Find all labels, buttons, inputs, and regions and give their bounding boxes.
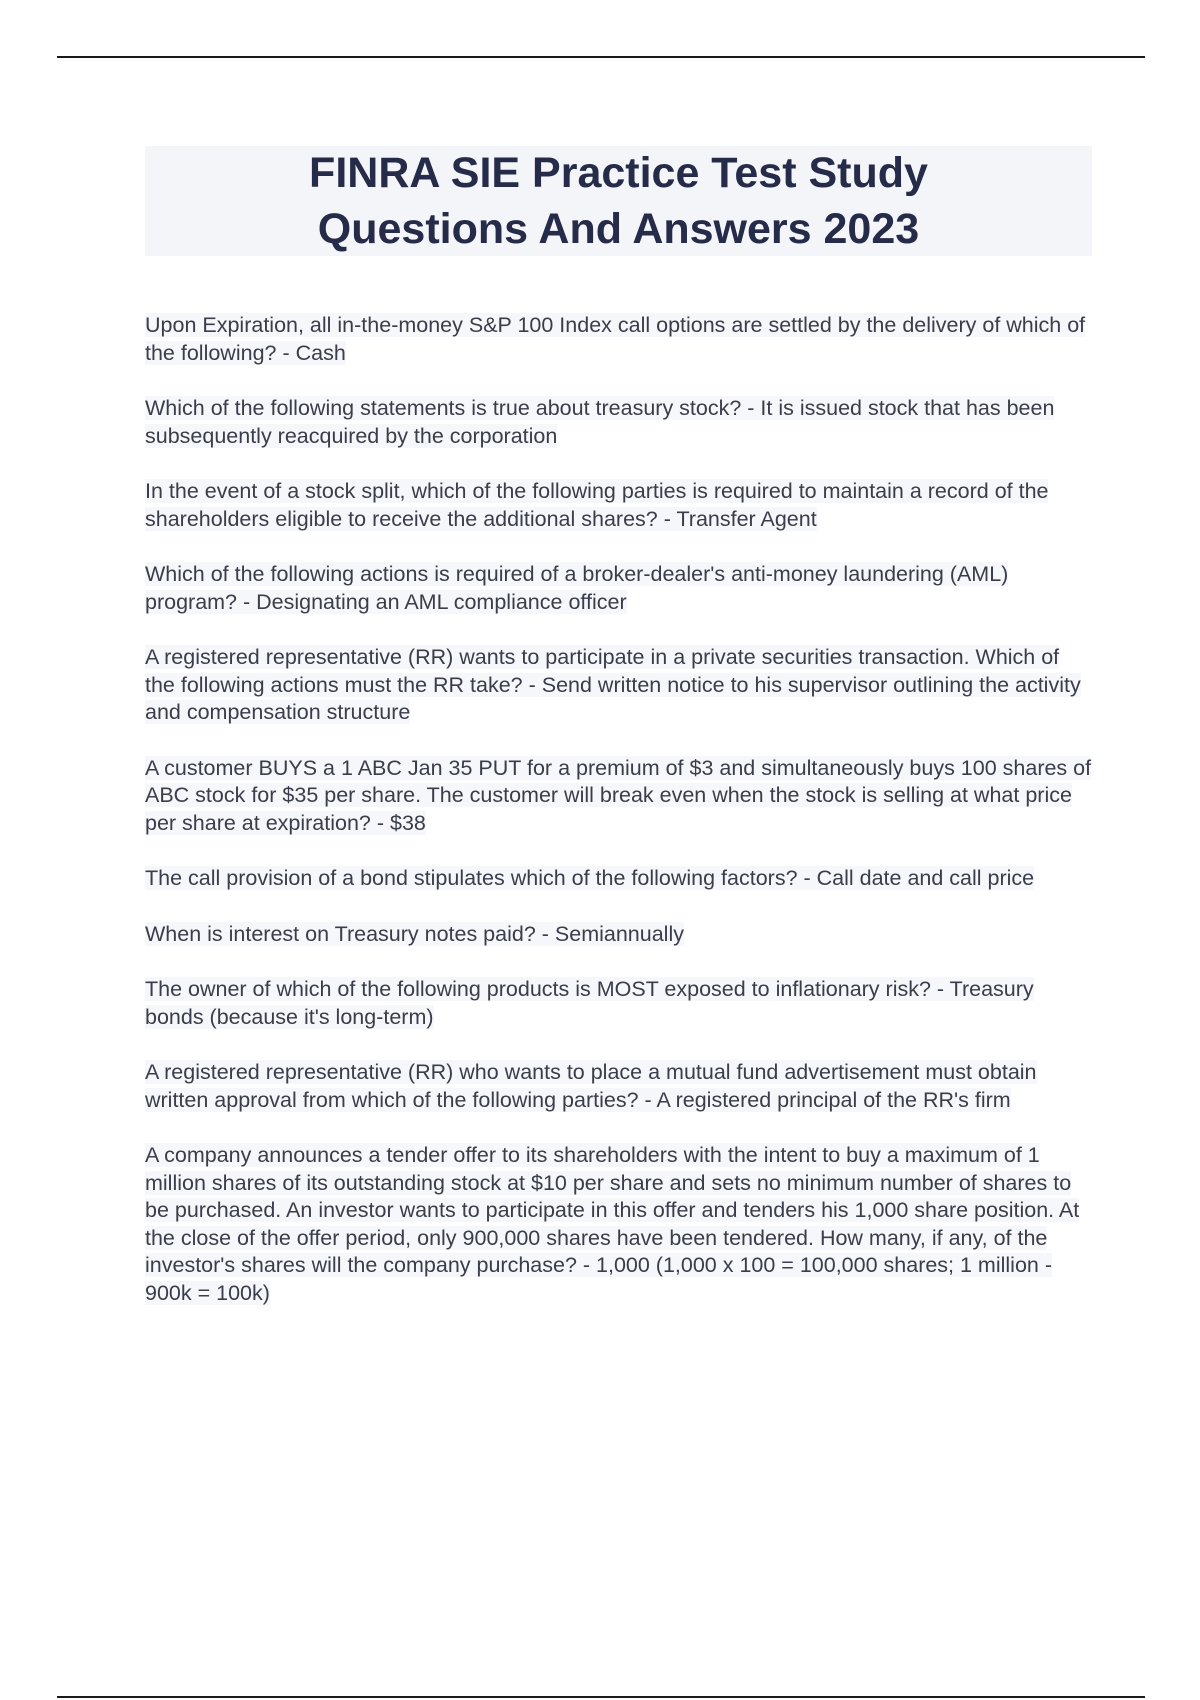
document-title	[309, 145, 928, 257]
qa-item	[145, 312, 1095, 367]
qa-text: Which of the following statements is true about treasury stock? - It is issued stock that has been subsequently reacquired by the corporation	[145, 396, 1055, 448]
qa-item	[145, 395, 1095, 450]
qa-text: A company announces a tender offer to its shareholders with the intent to buy a maximum of 1 million shares of its outstanding stock at $10 per share and sets no minimum number of shares to be purchased. An investor wants to participate in this offer and tenders his 1,000 share position. At the close of the offer period, only 900,000 shares have been tendered. How many, if any, of the investor's shares will the company purchase? - 1,000 (1,000 x 100 = 100,000 shares; 1 million - 900k = 100k)	[145, 1143, 1080, 1305]
qa-item	[145, 1059, 1095, 1114]
qa-item	[145, 1142, 1095, 1307]
qa-item	[145, 644, 1095, 727]
title-banner	[145, 146, 1092, 256]
qa-text: Which of the following actions is required of a broker-dealer's anti-money laundering (AML) program? - Designating an AML compliance officer	[145, 562, 1009, 614]
qa-list	[145, 312, 1095, 1335]
title-line-1: FINRA SIE Practice Test Study	[309, 149, 928, 197]
qa-item	[145, 561, 1095, 616]
qa-item	[145, 976, 1095, 1031]
qa-item	[145, 755, 1095, 838]
qa-text: The call provision of a bond stipulates which of the following factors? - Call date and call price	[145, 866, 1035, 890]
qa-text: A customer BUYS a 1 ABC Jan 35 PUT for a premium of $3 and simultaneously buys 100 shares of ABC stock for $35 per share. The customer will break even when the stock is selling at what price per share at expiration? - $38	[145, 755, 1092, 835]
top-divider	[57, 56, 1145, 58]
bottom-divider	[57, 1696, 1145, 1698]
qa-text: A registered representative (RR) who wants to place a mutual fund advertisement must obtain written approval from which of the following parties? - A registered principal of the RR's firm	[145, 1060, 1037, 1112]
qa-text: When is interest on Treasury notes paid? - Semiannually	[145, 921, 684, 946]
title-line-2: Questions And Answers 2023	[317, 205, 920, 253]
qa-text: The owner of which of the following products is MOST exposed to inflationary risk? - Treasury bonds (because it's long-term)	[145, 977, 1034, 1029]
qa-item	[145, 478, 1095, 533]
qa-text: In the event of a stock split, which of the following parties is required to maintain a record of the shareholders eligible to receive the additional shares? - Transfer Agent	[145, 479, 1049, 531]
qa-text: A registered representative (RR) wants to participate in a private securities transaction. Which of the following actions must the RR take? - Send written notice to his supervisor outlining the activity and compensation structure	[145, 645, 1081, 724]
qa-item	[145, 865, 1095, 893]
qa-text: Upon Expiration, all in-the-money S&P 100 Index call options are settled by the delivery of which of the following? - Cash	[145, 313, 1086, 365]
qa-item	[145, 921, 1095, 949]
